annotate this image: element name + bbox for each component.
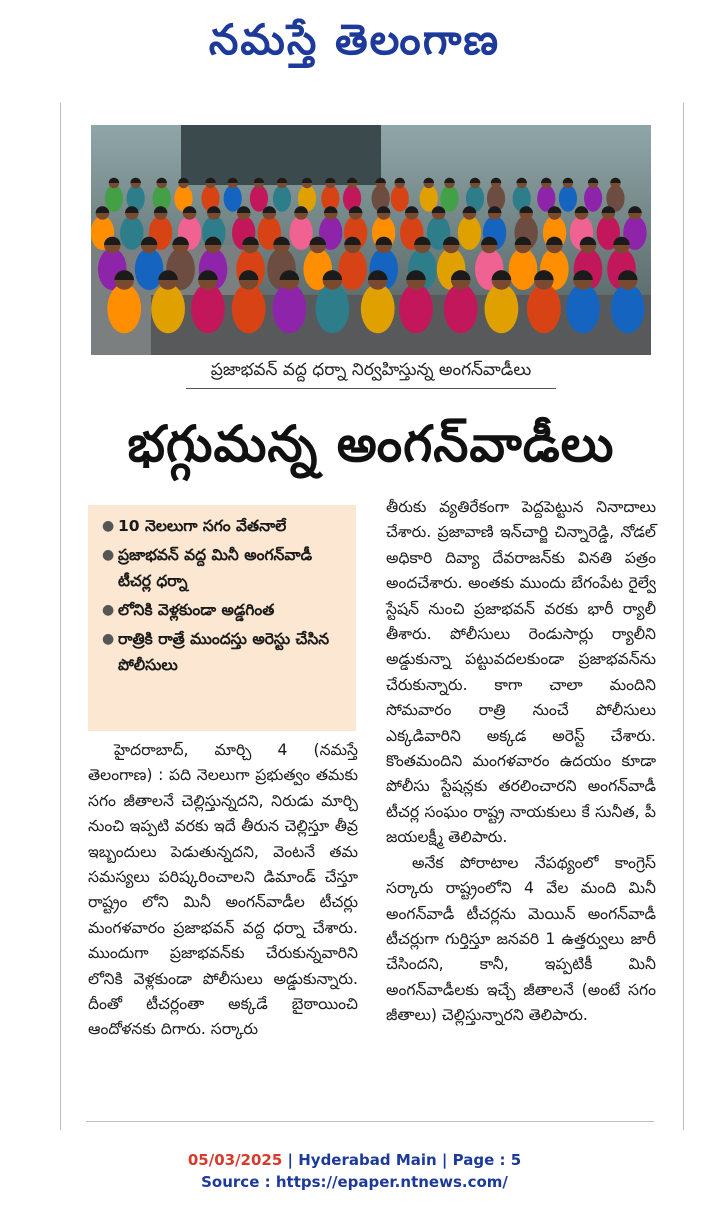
footer-separator: | [441, 1151, 453, 1169]
bullet-icon: ● [102, 631, 115, 647]
article-column-left [88, 738, 358, 1043]
footer-page: Page : 5 [452, 1151, 522, 1169]
article-column-right [386, 495, 656, 1029]
body-paragraph: తీరుకు వ్యతిరేకంగా పెద్దపెట్టున నినాదాలు చేశారు. ప్రజావాణి ఇన్‌చార్జి చిన్నారెడ్డి, నోడల్ అధికారి దివ్యా దేవరాజన్‌కు వినతి పత్రం అందచేశారు. అంతకు ముందు బేగంపేట రైల్వే స్టేషన్ నుంచి ప్రజాభవన్ వరకు భారీ ర్యాలీ తీశారు. పోలీసులు రెండుసార్లు ర్యాలీని అడ్డుకున్నా పట్టువదలకుండా ప్రజాభవన్‌ను చేరుకున్నారు. కాగా చాలా మందిని సోమవారం రాత్రి నుంచే పోలీసులు ఎక్కడివారిని అక్కడ అరెస్ట్ చేశారు. కొంతమందిని మంగళవారం ఉదయం కూడా పోలీసు స్టేషన్లకు తరలించారని అంగన్‌వాడీ టీచర్ల సంఘం రాష్ట్ర నాయకులు కే సునీత, పీ జయలక్ష్మీ తెలిపారు. [386, 498, 656, 847]
photo-caption: ప్రజాభవన్ వద్ద ధర్నా నిర్వహిస్తున్న అంగన్‌వాడీలు [210, 360, 532, 380]
highlight-item: ● ప్రజాభవన్ వద్ద మినీ అంగన్‌వాడీ టీచర్ల ధర్నా [102, 542, 350, 594]
footer-source-line [0, 1173, 709, 1191]
footer-edition: Hyderabad Main [298, 1151, 437, 1169]
body-paragraph: హైదరాబాద్, మార్చి 4 (నమస్తే తెలంగాణ) : పది నెలలుగా ప్రభుత్వం తమకు సగం జీతాలనే చెల్లిస్తున్నదని, నిరుడు మార్చి నుంచి ఇప్పటి వరకు ఇదే తీరున చెల్లిస్తూ తీవ్ర ఇబ్బందులు పెడుతున్నదని, వెంటనే తమ సమస్యలు పరిష్కరించాలని డిమాండ్ చేస్తూ రాష్ట్రం లోని మినీ అంగన్‌వాడీల టీచర్లు మంగళవారం ప్రజాభవన్ వద్ద ధర్నా చేశారు. ముందుగా ప్రజాభవన్‌కు చేరుకున్నవారిని లోనికి వెళ్లకుండా పోలీసులు అడ్డుకున్నారు. దీంతో టీచర్లంతా అక్కడే బైఠాయించి ఆందోళనకు దిగారు. సర్కారు [88, 741, 358, 1039]
highlight-item: ● లోనికి వెళ్లకుండా అడ్డగింత [102, 597, 350, 623]
footer-edition-line [0, 1151, 709, 1169]
footer-source-label: Source : [201, 1173, 271, 1191]
bullet-icon: ● [102, 602, 115, 618]
highlight-item: ● 10 నెలలుగా సగం వేతనాలే [102, 513, 350, 539]
footer-separator: | [287, 1151, 299, 1169]
protest-photo [91, 125, 651, 355]
highlights-box [88, 505, 356, 731]
bullet-icon: ● [102, 547, 115, 563]
masthead-logo: నమస్తే తెలంగాణ [208, 15, 501, 64]
highlight-item: ● రాత్రికి రాత్రే ముందస్తు అరెస్టు చేసిన పోలీసులు [102, 626, 350, 678]
body-paragraph: అనేక పోరాటాల నేపథ్యంలో కాంగ్రెస్ సర్కారు రాష్ట్రంలోని 4 వేల మంది మినీ అంగన్‌వాడీ టీచర్లను మెయిన్ అంగన్‌వాడీ టీచర్లుగా గుర్తిస్తూ జనవరి 1 ఉత్తర్వులు జారీ చేసిందని, కానీ, ఇప్పటికీ మినీ అంగన్‌వాడీలకు ఇచ్చే జీతాలనే (అంటే సగం జీతాలు) చెల్లిస్తున్నారని తెలిపారు. [386, 853, 656, 1025]
caption-underline [186, 388, 556, 389]
article-headline: భగ్గుమన్న అంగన్‌వాడీలు [127, 415, 615, 473]
clipping-bottom-rule [86, 1121, 654, 1122]
footer-source-link[interactable]: https://epaper.ntnews.com/ [275, 1173, 508, 1191]
footer-date: 05/03/2025 [187, 1151, 283, 1169]
bullet-icon: ● [102, 518, 115, 534]
